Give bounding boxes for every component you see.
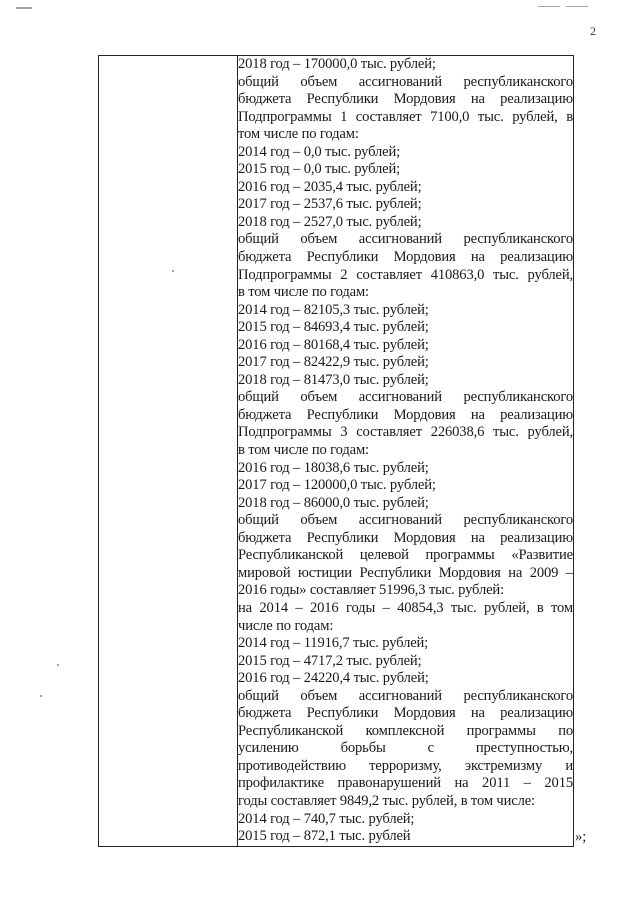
text-line: общий объем ассигнований республиканского — [238, 512, 573, 529]
text-line: в том числе по годам: — [238, 442, 369, 459]
text-line: 2014 год – 0,0 тыс. рублей; — [238, 143, 401, 160]
text-line: 2016 год – 2035,4 тыс. рублей; — [238, 178, 422, 195]
table-left-cell — [99, 56, 238, 847]
text-line: 2017 год – 82422,9 тыс. рублей; — [238, 354, 429, 371]
text-line: 2018 год – 2527,0 тыс. рублей; — [238, 213, 422, 230]
text-line: общий объем ассигнований республиканского — [238, 389, 573, 406]
text-line: 2018 год – 170000,0 тыс. рублей; — [238, 56, 436, 72]
text-line: общий объем ассигнований республиканского — [238, 73, 573, 90]
text-line: мировой юстиции Республики Мордовия на 2009 – — [238, 564, 573, 581]
text-line: бюджета Республики Мордовия на реализацию — [238, 406, 573, 423]
text-line: 2014 год – 11916,7 тыс. рублей; — [238, 635, 429, 652]
table-right-cell — [238, 56, 574, 847]
text-line: 2015 год – 872,1 тыс. рублей — [238, 828, 411, 845]
text-line: 2016 год – 18038,6 тыс. рублей; — [238, 459, 429, 476]
text-line: 2016 год – 24220,4 тыс. рублей; — [238, 670, 429, 687]
text-line: том числе по годам: — [238, 126, 359, 143]
text-line: 2015 год – 0,0 тыс. рублей; — [238, 161, 401, 178]
text-line: 2018 год – 81473,0 тыс. рублей; — [238, 371, 429, 388]
text-line: Республиканской целевой программы «Развитие — [238, 547, 573, 564]
closing-quote-mark: »; — [575, 829, 587, 845]
text-line: профилактике правонарушений на 2011 – 2015 — [238, 775, 573, 792]
scan-artifact — [16, 7, 32, 9]
text-line: 2015 год – 84693,4 тыс. рублей; — [238, 319, 429, 336]
text-line: 2017 год – 120000,0 тыс. рублей; — [238, 477, 436, 494]
text-line: бюджета Республики Мордовия на реализацию — [238, 249, 573, 266]
text-line: 2017 год – 2537,6 тыс. рублей; — [238, 196, 422, 213]
text-line: бюджета Республики Мордовия на реализацию — [238, 529, 573, 546]
text-line: годы составляет 9849,2 тыс. рублей, в том числе: — [238, 792, 535, 809]
text-line: числе по годам: — [238, 617, 334, 634]
text-block — [238, 56, 573, 846]
text-line: усилению борьбы с преступностью, — [238, 740, 573, 757]
text-line: в том числе по годам: — [238, 284, 369, 301]
scan-artifact — [40, 695, 42, 697]
text-line: общий объем ассигнований республиканского — [238, 231, 573, 248]
text-line: Подпрограммы 1 составляет 7100,0 тыс. рублей, в — [238, 108, 573, 125]
text-line: 2014 год – 740,7 тыс. рублей; — [238, 810, 415, 827]
page-number: 2 — [590, 24, 596, 38]
text-line: противодействию терроризму, экстремизму и — [238, 757, 573, 774]
text-line: 2016 год – 80168,4 тыс. рублей; — [238, 336, 429, 353]
text-line: 2014 год – 82105,3 тыс. рублей; — [238, 301, 429, 318]
text-line: Республиканской комплексной программы по — [238, 722, 573, 739]
scan-artifact — [538, 6, 560, 7]
text-line: бюджета Республики Мордовия на реализацию — [238, 91, 573, 108]
scan-artifact — [57, 664, 59, 666]
text-line: 2015 год – 4717,2 тыс. рублей; — [238, 652, 422, 669]
text-line: общий объем ассигнований республиканского — [238, 687, 573, 704]
text-line: 2016 годы» составляет 51996,3 тыс. рублей: — [238, 582, 504, 599]
document-table — [98, 55, 574, 847]
scan-artifact — [566, 6, 588, 7]
text-line: 2018 год – 86000,0 тыс. рублей; — [238, 494, 429, 511]
text-line: Подпрограммы 3 составляет 226038,6 тыс. рублей, — [238, 424, 573, 441]
text-line: на 2014 – 2016 годы – 40854,3 тыс. рублей, в том — [238, 599, 573, 616]
text-line: Подпрограммы 2 составляет 410863,0 тыс. рублей, — [238, 266, 573, 283]
text-line: бюджета Республики Мордовия на реализацию — [238, 705, 573, 722]
